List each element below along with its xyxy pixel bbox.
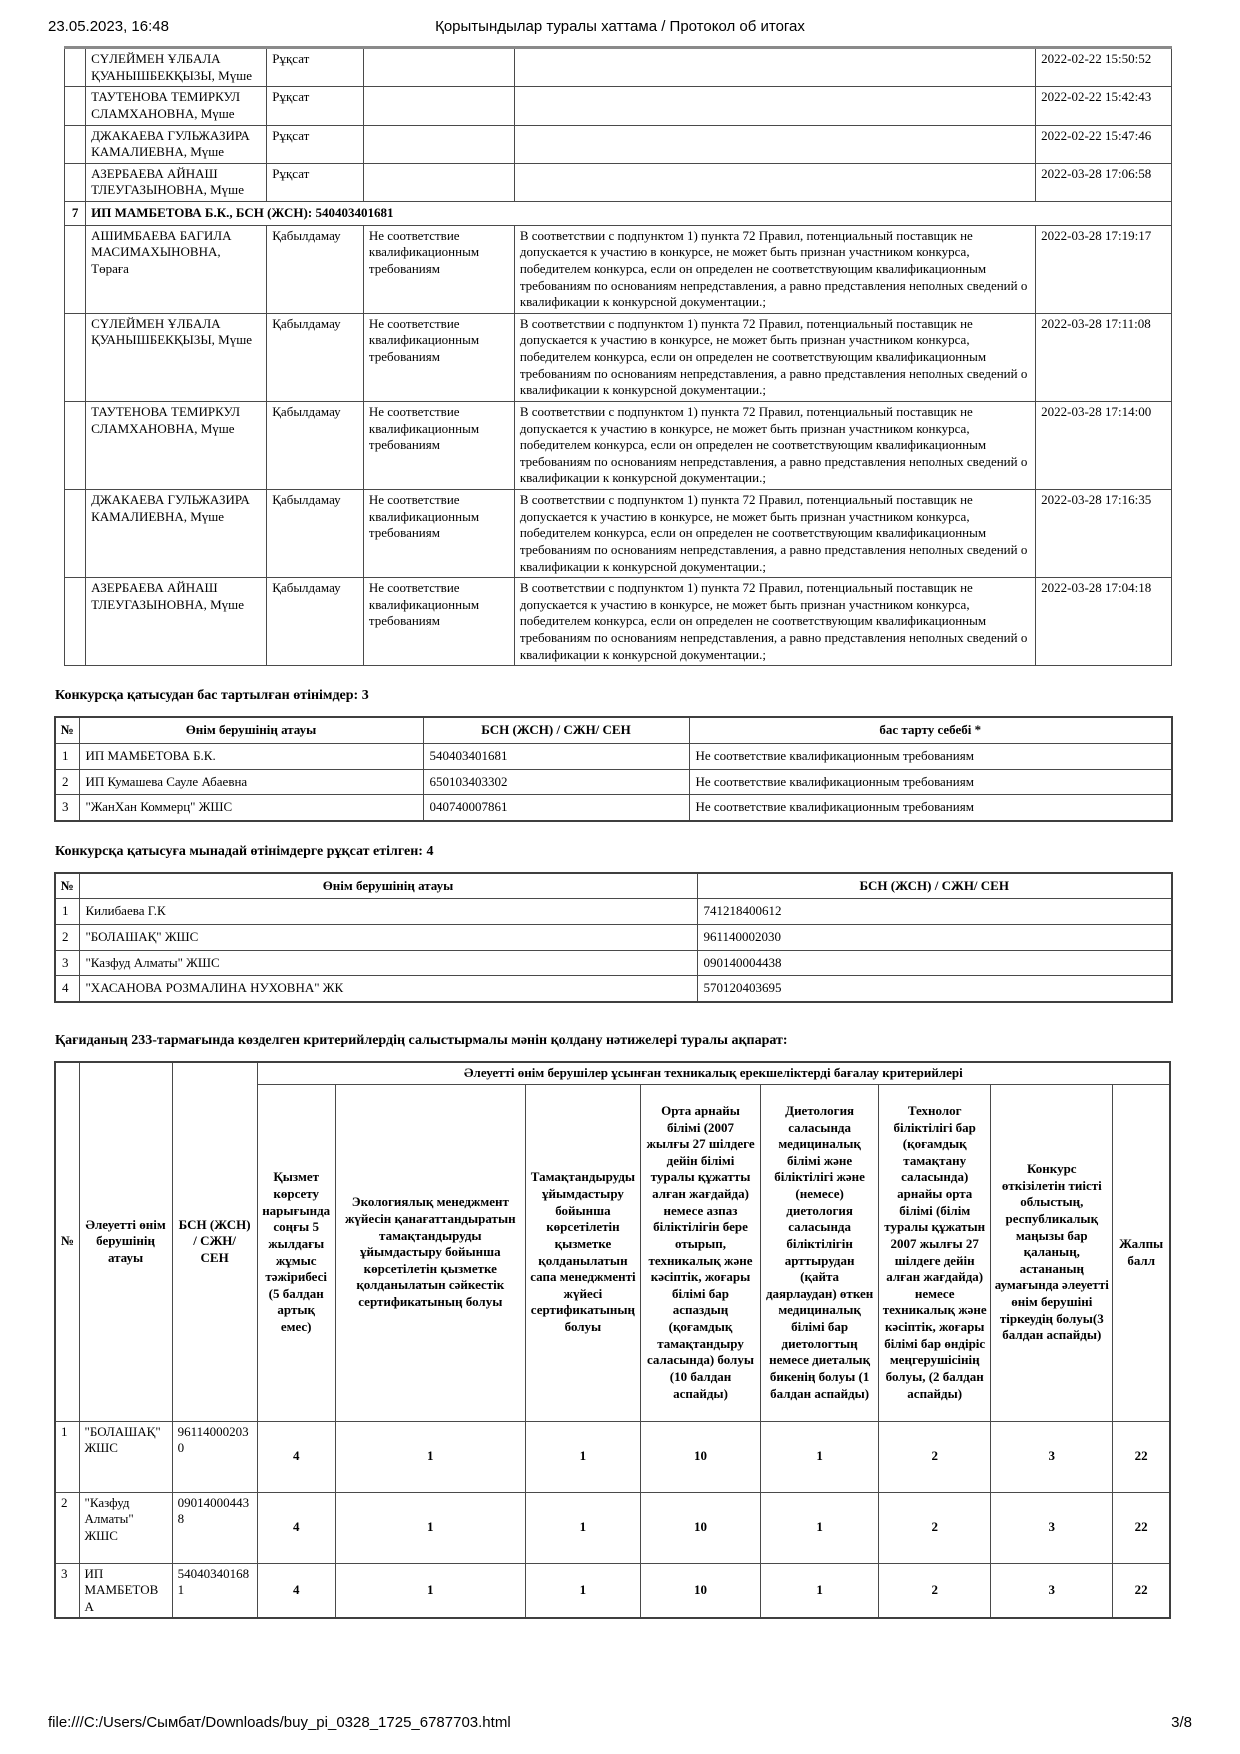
page-title: Қорытындылар туралы хаттама / Протокол об итогах [435,18,805,35]
criterion-header-technologist: Технолог біліктілігі бар (қоғамдық тамақтану саласында) арнайы орта білімі (білім туралы құжатын 2007 жылғы 27 шілдеге дейін алған жағдайда) немесе техникалық және кәсіптік, жоғары білімі бар өндіріс меңгерушісінің болуы, (2 балдан аспайды) [879,1084,991,1421]
table-row [55,769,1172,795]
supplier-name-cell: "ЖанХан Коммерц" ЖШС [79,795,423,821]
timestamp-cell: 2022-03-28 17:16:35 [1036,490,1172,578]
reason-cell [514,48,1035,87]
qualification-cell: Не соответствие квалификационным требованиям [363,578,514,666]
decision-cell: Рұқсат [267,87,364,125]
row-number-cell [65,578,86,666]
score-cell: 10 [640,1421,760,1492]
admitted-section-heading: Конкурсқа қатысуға мынадай өтінімдерге рұқсат етілген: 4 [55,843,434,859]
criterion-header-registration: Конкурс өткізілетін тиісті облыстың, республикалық маңызы бар қаланың, астананың аумағында әлеуетті өнім берушіні тіркеудің болуы(3 балдан аспайды) [991,1084,1113,1421]
row-number-cell [65,48,86,87]
reason-cell: В соответствии с подпунктом 1) пункта 72 Правил, потенциальный поставщик не допускается к участию в конкурсе, не может быть признан участником конкурса, победителем конкурса, если он определен не соответствующим квалификационным требованиям по основаниям непредставления, а равно представления неполных сведений о квалификации к конкурсной документации.; [514,490,1035,578]
column-header-bin: БСН (ЖСН) / СЖН/ СЕН [423,717,689,743]
score-cell: 1 [335,1421,525,1492]
criterion-header-eco-cert: Экологиялық менеджмент жүйесін қанағаттандыратын тамақтандыруды ұйымдастыру бойынша көрсетілетін қызметке қолданылатын сәйкестік сертификатының болуы [335,1084,525,1421]
score-cell: 10 [640,1492,760,1563]
score-cell: 2 [879,1492,991,1563]
column-header-supplier: Әлеуетті өнім берушінің атауы [79,1062,172,1421]
reason-cell [514,125,1035,163]
criteria-group-header: Әлеуетті өнім берушілер ұсынған техникалық ерекшеліктерді бағалау критерийлері [257,1062,1170,1084]
column-header-num: № [55,873,79,899]
row-number-cell: 1 [55,743,79,769]
column-header-total: Жалпы балл [1113,1084,1170,1421]
member-name-cell: ТАУТЕНОВА ТЕМИРКУЛ СЛАМХАНОВНА, Мүше [86,87,267,125]
admitted-applications-table [54,872,1173,1003]
bin-cell: 540403401681 [172,1563,257,1618]
table-row [65,490,1172,578]
bin-cell: 741218400612 [697,899,1172,925]
timestamp-cell: 2022-03-28 17:11:08 [1036,313,1172,401]
table-header-row [55,717,1172,743]
row-number-cell [65,225,86,313]
reason-cell: Не соответствие квалификационным требованиям [689,795,1172,821]
column-header-supplier: Өнім берушінің атауы [79,717,423,743]
voting-results-table [64,46,1172,666]
bin-cell: 090140004438 [172,1492,257,1563]
score-cell: 3 [991,1492,1113,1563]
table-row [55,1421,1170,1492]
row-number-cell: 3 [55,1563,79,1618]
column-header-num: № [55,1062,79,1421]
score-cell: 1 [761,1421,879,1492]
row-number-cell: 1 [55,899,79,925]
table-row [55,950,1172,976]
score-cell: 1 [525,1563,640,1618]
member-name-cell: АШИМБАЕВА БАГИЛА МАСИМАХЫНОВНА, Төраға [86,225,267,313]
supplier-name-cell: ИП МАМБЕТОВА Б.К. [79,743,423,769]
bin-cell: 570120403695 [697,976,1172,1002]
row-number-cell: 1 [55,1421,79,1492]
member-name-cell: СҮЛЕЙМЕН ҰЛБАЛА ҚУАНЫШБЕКҚЫЗЫ, Мүше [86,313,267,401]
row-number-cell [65,313,86,401]
reason-cell: В соответствии с подпунктом 1) пункта 72 Правил, потенциальный поставщик не допускается к участию в конкурсе, не может быть признан участником конкурса, победителем конкурса, если он определен не соответствующим квалификационным требованиям по основаниям непредставления, а равно представления неполных сведений о квалификации к конкурсной документации.; [514,401,1035,489]
total-score-cell: 22 [1113,1492,1170,1563]
score-cell: 3 [991,1563,1113,1618]
row-number-cell [65,490,86,578]
row-number-cell [65,87,86,125]
timestamp-cell: 2022-02-22 15:42:43 [1036,87,1172,125]
score-cell: 4 [257,1492,335,1563]
supplier-name-cell: ИП МАМБЕТОВА [79,1563,172,1618]
file-url: file:///C:/Users/Сымбат/Downloads/buy_pi_0328_1725_6787703.html [48,1714,511,1731]
table-row [65,125,1172,163]
reason-cell: Не соответствие квалификационным требованиям [689,743,1172,769]
score-cell: 1 [761,1563,879,1618]
criteria-scores-table [54,1061,1171,1620]
rejected-section-heading: Конкурсқа қатысудан бас тартылған өтінімдер: 3 [55,688,369,704]
score-cell: 4 [257,1563,335,1618]
decision-cell: Рұқсат [267,48,364,87]
criterion-header-quality-cert: Тамақтандыруды ұйымдастыру бойынша көрсетілетін қызметке қолданылатын сапа менеджменті жүйесі сертификатының болуы [525,1084,640,1421]
member-name-cell: ТАУТЕНОВА ТЕМИРКУЛ СЛАМХАНОВНА, Мүше [86,401,267,489]
table-row [65,401,1172,489]
row-number-cell: 3 [55,950,79,976]
rejected-applications-table [54,716,1173,822]
supplier-name-cell: "БОЛАШАҚ" ЖШС [79,1421,172,1492]
timestamp-cell: 2022-03-28 17:04:18 [1036,578,1172,666]
print-header [48,18,1192,38]
print-datetime: 23.05.2023, 16:48 [48,18,169,35]
column-header-bin: БСН (ЖСН) / СЖН/ СЕН [172,1062,257,1421]
supplier-name-cell: "БОЛАШАҚ" ЖШС [79,925,697,951]
criterion-header-dietologist: Диетология саласында медициналық білімі және біліктілігі және (немесе) диетология саласында біліктілігін арттырудан (қайта даярлаудан) өткен медициналық білімі бар диетологтың немесе диеталық бикенің болуы (1 балдан аспайды) [761,1084,879,1421]
row-number-cell: 2 [55,925,79,951]
member-name-cell: АЗЕРБАЕВА АЙНАШ ТЛЕУГАЗЫНОВНА, Мүше [86,578,267,666]
table-row [65,48,1172,87]
score-cell: 1 [335,1492,525,1563]
decision-cell: Рұқсат [267,163,364,201]
bin-cell: 650103403302 [423,769,689,795]
score-cell: 10 [640,1563,760,1618]
supplier-name-cell: ИП Кумашева Сауле Абаевна [79,769,423,795]
column-header-reason: бас тарту себебі * [689,717,1172,743]
reason-cell [514,87,1035,125]
criteria-section-heading: Қағиданың 233-тармағында көзделген критерийлердің салыстырмалы мәнін қолдану нәтижелері туралы ақпарат: [55,1032,788,1048]
supplier-group-row [65,202,1172,226]
timestamp-cell: 2022-03-28 17:14:00 [1036,401,1172,489]
table-row [55,976,1172,1002]
row-number-cell: 2 [55,1492,79,1563]
decision-cell: Қабылдамау [267,490,364,578]
decision-cell: Қабылдамау [267,401,364,489]
table-row [55,795,1172,821]
criteria-group-header-row [55,1062,1170,1084]
member-name-cell: ДЖАКАЕВА ГУЛЬЖАЗИРА КАМАЛИЕВНА, Мүше [86,490,267,578]
table-row [65,578,1172,666]
score-cell: 1 [761,1492,879,1563]
table-row [65,225,1172,313]
decision-cell: Қабылдамау [267,225,364,313]
supplier-name-cell: "ХАСАНОВА РОЗМАЛИНА НУХОВНА" ЖК [79,976,697,1002]
reason-cell: В соответствии с подпунктом 1) пункта 72 Правил, потенциальный поставщик не допускается к участию в конкурсе, не может быть признан участником конкурса, победителем конкурса, если он определен не соответствующим квалификационным требованиям по основаниям непредставления, а равно представления неполных сведений о квалификации к конкурсной документации.; [514,313,1035,401]
bin-cell: 540403401681 [423,743,689,769]
reason-cell: Не соответствие квалификационным требованиям [689,769,1172,795]
score-cell: 2 [879,1563,991,1618]
bin-cell: 040740007861 [423,795,689,821]
timestamp-cell: 2022-02-22 15:47:46 [1036,125,1172,163]
table-row [55,925,1172,951]
qualification-cell [363,87,514,125]
timestamp-cell: 2022-03-28 17:19:17 [1036,225,1172,313]
supplier-number-cell: 7 [65,202,86,226]
row-number-cell [65,401,86,489]
row-number-cell: 4 [55,976,79,1002]
qualification-cell: Не соответствие квалификационным требованиям [363,225,514,313]
score-cell: 2 [879,1421,991,1492]
supplier-group-label: ИП МАМБЕТОВА Б.К., БСН (ЖСН): 540403401681 [86,202,1172,226]
page-number: 3/8 [1171,1714,1192,1731]
table-header-row [55,873,1172,899]
column-header-supplier: Өнім берушінің атауы [79,873,697,899]
row-number-cell [65,125,86,163]
bin-cell: 961140002030 [172,1421,257,1492]
criterion-header-cook-education: Орта арнайы білімі (2007 жылғы 27 шілдеге дейін білімі туралы құжатты алған жағдайда) немесе азпаз біліктілігін бере отырып, техникалық және кәсіптік, жоғары білімі бар аспаздың (қоғамдық тамақтандыру саласында) болуы (10 балдан аспайды) [640,1084,760,1421]
table-row [65,87,1172,125]
total-score-cell: 22 [1113,1563,1170,1618]
decision-cell: Қабылдамау [267,313,364,401]
qualification-cell [363,163,514,201]
decision-cell: Қабылдамау [267,578,364,666]
supplier-name-cell: "Казфуд Алматы" ЖШС [79,1492,172,1563]
table-row [55,743,1172,769]
table-row [65,163,1172,201]
bin-cell: 090140004438 [697,950,1172,976]
table-row [55,899,1172,925]
supplier-name-cell: Килибаева Г.К [79,899,697,925]
document-content [48,46,1178,1619]
table-row [65,313,1172,401]
timestamp-cell: 2022-03-28 17:06:58 [1036,163,1172,201]
reason-cell: В соответствии с подпунктом 1) пункта 72 Правил, потенциальный поставщик не допускается к участию в конкурсе, не может быть признан участником конкурса, победителем конкурса, если он определен не соответствующим квалификационным требованиям по основаниям непредставления, а равно представления неполных сведений о квалификации к конкурсной документации.; [514,578,1035,666]
table-row [55,1492,1170,1563]
score-cell: 3 [991,1421,1113,1492]
criterion-header-experience: Қызмет көрсету нарығында соңғы 5 жылдағы жұмыс тәжірибесі (5 балдан артық емес) [257,1084,335,1421]
qualification-cell [363,125,514,163]
decision-cell: Рұқсат [267,125,364,163]
bin-cell: 961140002030 [697,925,1172,951]
score-cell: 1 [525,1421,640,1492]
table-row [55,1563,1170,1618]
reason-cell: В соответствии с подпунктом 1) пункта 72 Правил, потенциальный поставщик не допускается к участию в конкурсе, не может быть признан участником конкурса, победителем конкурса, если он определен не соответствующим квалификационным требованиям по основаниям непредставления, а равно представления неполных сведений о квалификации к конкурсной документации.; [514,225,1035,313]
qualification-cell: Не соответствие квалификационным требованиям [363,313,514,401]
member-name-cell: ДЖАКАЕВА ГУЛЬЖАЗИРА КАМАЛИЕВНА, Мүше [86,125,267,163]
timestamp-cell: 2022-02-22 15:50:52 [1036,48,1172,87]
row-number-cell [65,163,86,201]
qualification-cell: Не соответствие квалификационным требованиям [363,490,514,578]
column-header-num: № [55,717,79,743]
supplier-name-cell: "Казфуд Алматы" ЖШС [79,950,697,976]
column-header-bin: БСН (ЖСН) / СЖН/ СЕН [697,873,1172,899]
row-number-cell: 2 [55,769,79,795]
score-cell: 4 [257,1421,335,1492]
qualification-cell [363,48,514,87]
score-cell: 1 [335,1563,525,1618]
print-footer [48,1714,1192,1734]
member-name-cell: АЗЕРБАЕВА АЙНАШ ТЛЕУГАЗЫНОВНА, Мүше [86,163,267,201]
score-cell: 1 [525,1492,640,1563]
qualification-cell: Не соответствие квалификационным требованиям [363,401,514,489]
member-name-cell: СҮЛЕЙМЕН ҰЛБАЛА ҚУАНЫШБЕКҚЫЗЫ, Мүше [86,48,267,87]
total-score-cell: 22 [1113,1421,1170,1492]
row-number-cell: 3 [55,795,79,821]
reason-cell [514,163,1035,201]
